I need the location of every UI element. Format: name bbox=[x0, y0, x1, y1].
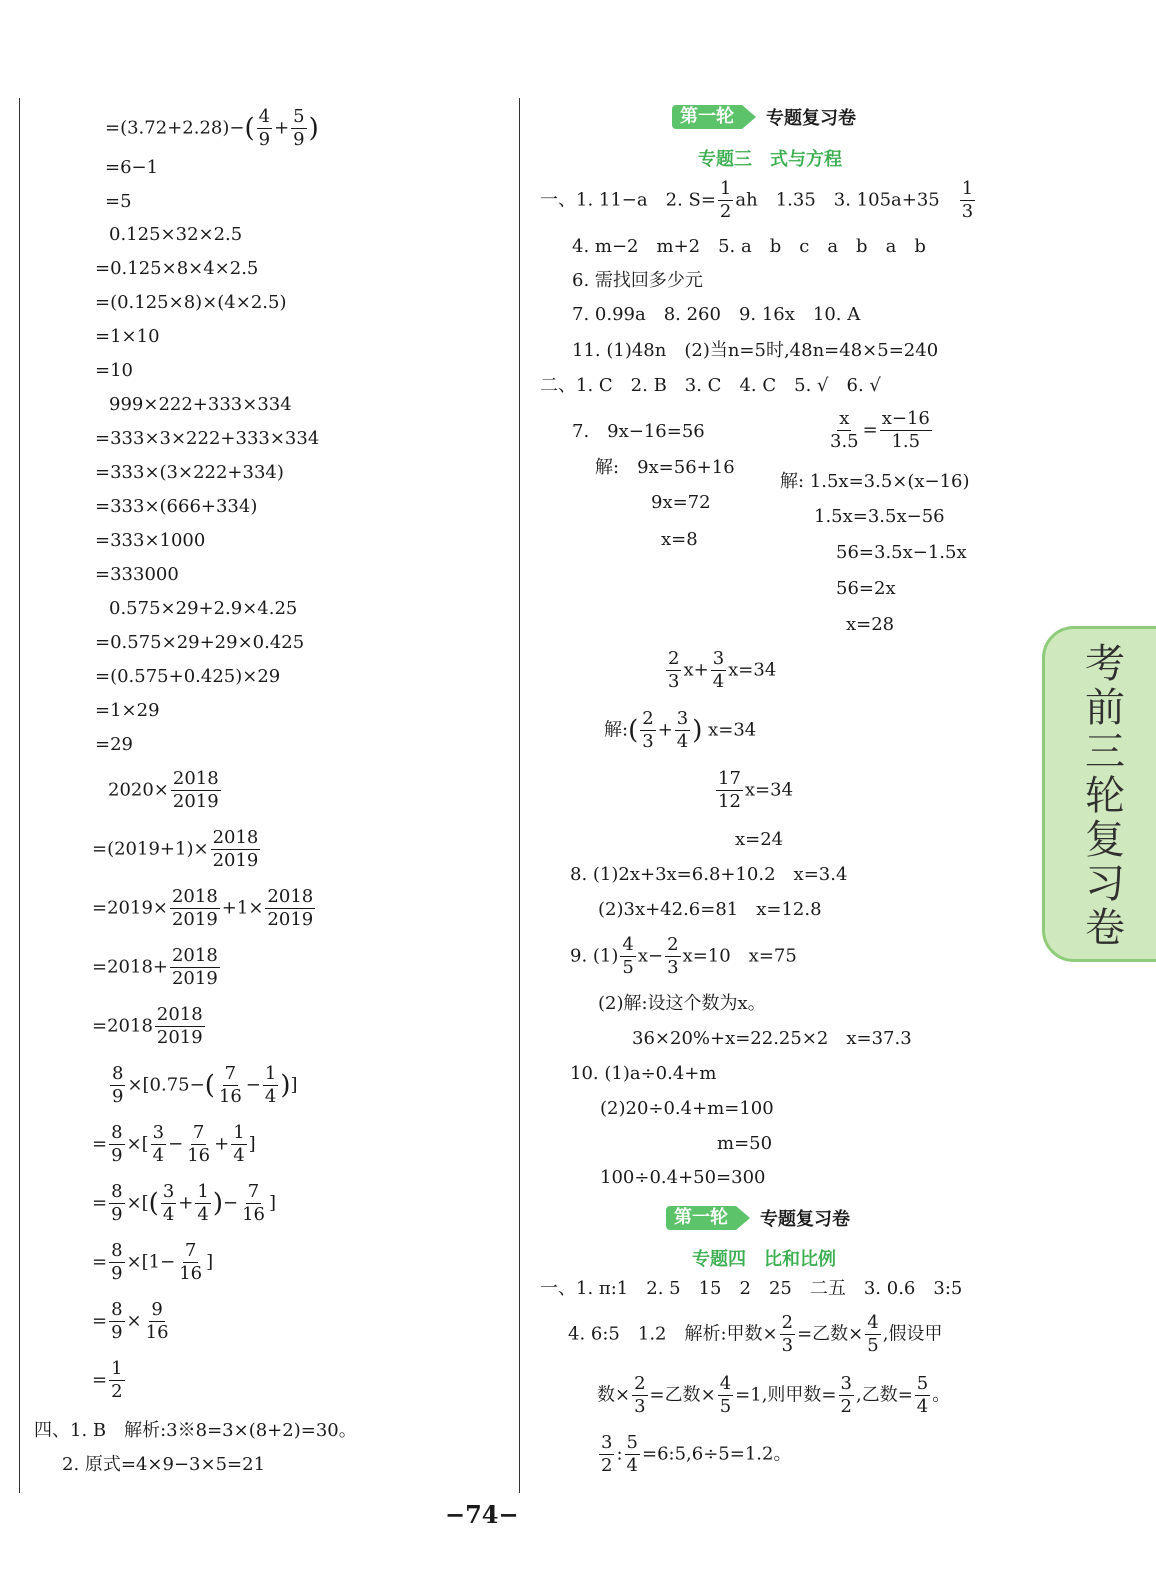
answer-line: 二、1. C 2. B 3. C 4. C 5. √ 6. √ bbox=[540, 375, 881, 396]
equation-line: 56=2x bbox=[836, 578, 896, 599]
topic-title: 专题四 比和比例 bbox=[692, 1249, 836, 1270]
column-divider bbox=[519, 98, 520, 1493]
calc-line: =2018+ $\frac{2018}{2019}$ bbox=[92, 945, 218, 989]
calc-line: $\frac{8}{9}$ ×[0.75−( $\frac{7}{16}$ − $\frac{1}{4}$ )] bbox=[112, 1063, 298, 1107]
topic-title: 专题三 式与方程 bbox=[698, 149, 842, 170]
equation-line: x=24 bbox=[735, 829, 784, 850]
calc-line: =10 bbox=[95, 360, 133, 381]
calc-line: =6−1 bbox=[105, 157, 159, 178]
round-title: 专题复习卷 bbox=[766, 108, 856, 129]
calc-line: =29 bbox=[95, 734, 133, 755]
round-header-1 bbox=[672, 104, 856, 130]
calc-line: =(0.575+0.425)×29 bbox=[95, 666, 281, 687]
calc-line: = $\frac{8}{9}$ ×[1− $\frac{7}{16}$ ] bbox=[92, 1240, 214, 1284]
calc-line: =0.575×29+29×0.425 bbox=[95, 632, 305, 653]
equation-line: 9x=72 bbox=[651, 492, 711, 513]
calc-line: =333×1000 bbox=[95, 530, 206, 551]
answer-line: 9. (1) $\frac{4}{5}$ x− $\frac{2}{3}$ x=10 x=75 bbox=[570, 934, 797, 978]
answer-line: m=50 bbox=[717, 1133, 773, 1154]
equation-line: 解:( $\frac{2}{3}$ + $\frac{3}{4}$ ) x=34 bbox=[604, 708, 757, 752]
answer-line: 6. 需找回多少元 bbox=[572, 270, 703, 291]
answer-line: 8. (1)2x+3x=6.8+10.2 x=3.4 bbox=[570, 864, 848, 885]
side-tab-label: 考前三轮复习卷 bbox=[1085, 641, 1125, 951]
equation-line: 56=3.5x−1.5x bbox=[836, 542, 967, 563]
calc-line: = $\frac{1}{2}$ bbox=[92, 1358, 123, 1402]
answer-line: 10. (1)a÷0.4+m bbox=[570, 1063, 717, 1084]
answer-line: 4. m−2 m+2 5. a b c a b a b bbox=[572, 236, 926, 257]
answer-line: 7. 0.99a 8. 260 9. 16x 10. A bbox=[572, 304, 861, 325]
calc-line: =(2019+1)× $\frac{2018}{2019}$ bbox=[92, 827, 259, 871]
equation-line: $\frac{2}{3}$ x+ $\frac{3}{4}$ x=34 bbox=[668, 648, 777, 692]
equation-line: 7. 9x−16=56 bbox=[572, 421, 705, 442]
answer-line: 2. 原式=4×9−3×5=21 bbox=[62, 1454, 266, 1475]
calc-line: =2019× $\frac{2018}{2019}$ +1× $\frac{2018}{2019}$ bbox=[92, 886, 314, 930]
calc-line: 0.575×29+2.9×4.25 bbox=[109, 598, 298, 619]
answer-line: 4. 6:5 1.2 解析:甲数× $\frac{2}{3}$ =乙数× $\frac{4}{5}$ ,假设甲 bbox=[568, 1312, 943, 1356]
equation-line: x=8 bbox=[661, 529, 698, 550]
calc-line: = $\frac{8}{9}$ ×[( $\frac{3}{4}$ + $\frac{1}{4}$ )− $\frac{7}{16}$ ] bbox=[92, 1181, 276, 1225]
page-number: −74− bbox=[445, 1500, 519, 1529]
calc-line: =333×(3×222+334) bbox=[95, 462, 284, 483]
answer-line: 一、1. π:1 2. 5 15 2 25 二五 3. 0.6 3:5 bbox=[540, 1278, 963, 1299]
equation-line: $\frac{x}{3.5}$ = $\frac{x-16}{1.5}$ bbox=[830, 408, 930, 452]
round-header-2 bbox=[666, 1205, 850, 1231]
calc-line: 2020× $\frac{2018}{2019}$ bbox=[108, 768, 219, 812]
calc-line: 0.125×32×2.5 bbox=[109, 224, 243, 245]
calc-line: =1×10 bbox=[95, 326, 160, 347]
answer-line: 36×20%+x=22.25×2 x=37.3 bbox=[632, 1028, 912, 1049]
calc-line: =2018 $\frac{2018}{2019}$ bbox=[92, 1004, 203, 1048]
calc-line: =(0.125×8)×(4×2.5) bbox=[95, 292, 287, 313]
round-badge: 第一轮 bbox=[672, 105, 742, 129]
calc-line: =1×29 bbox=[95, 700, 160, 721]
round-badge: 第一轮 bbox=[666, 1206, 736, 1230]
equation-line: 解: 9x=56+16 bbox=[595, 457, 735, 478]
equation-line: 解: 1.5x=3.5×(x−16) bbox=[780, 471, 970, 492]
calc-line: =333×(666+334) bbox=[95, 496, 258, 517]
answer-line: 100÷0.4+50=300 bbox=[600, 1167, 766, 1188]
answer-line: 一、1. 11−a 2. S= $\frac{1}{2}$ ah 1.35 3. 105a+35 $\frac{1}{3}$ bbox=[540, 178, 974, 222]
answer-line: 数× $\frac{2}{3}$ =乙数× $\frac{4}{5}$ =1,则甲数= $\frac{3}{2}$ ,乙数= $\frac{5}{4}$ 。 bbox=[597, 1373, 951, 1417]
calc-line: =333000 bbox=[95, 564, 179, 585]
equation-line: x=28 bbox=[846, 614, 895, 635]
calc-line: =333×3×222+333×334 bbox=[95, 428, 320, 449]
equation-line: $\frac{17}{12}$ x=34 bbox=[718, 768, 794, 812]
round-title: 专题复习卷 bbox=[760, 1209, 850, 1230]
equation-line: 1.5x=3.5x−56 bbox=[814, 506, 945, 527]
answer-line: (2)解:设这个数为x。 bbox=[598, 993, 766, 1014]
answer-line: (2)3x+42.6=81 x=12.8 bbox=[598, 899, 822, 920]
answer-line: 四、1. B 解析:3※8=3×(8+2)=30。 bbox=[34, 1420, 357, 1441]
calc-line: 999×222+333×334 bbox=[109, 394, 292, 415]
calc-line: = $\frac{8}{9}$ × $\frac{9}{16}$ bbox=[92, 1299, 169, 1343]
left-margin-rule bbox=[19, 98, 20, 1493]
calc-line: =5 bbox=[105, 191, 132, 212]
answer-line: 11. (1)48n (2)当n=5时,48n=48×5=240 bbox=[572, 340, 939, 361]
answer-line: (2)20÷0.4+m=100 bbox=[600, 1098, 774, 1119]
answer-line: $\frac{3}{2}$ : $\frac{5}{4}$ =6:5,6÷5=1.2。 bbox=[601, 1432, 792, 1476]
calc-line: =0.125×8×4×2.5 bbox=[95, 258, 259, 279]
calc-line: = $\frac{8}{9}$ ×[ $\frac{3}{4}$ − $\frac{7}{16}$ + $\frac{1}{4}$ ] bbox=[92, 1122, 256, 1166]
calc-line: =(3.72+2.28)−( $\frac{4}{9}$ + $\frac{5}{9}$ ) bbox=[105, 106, 319, 150]
